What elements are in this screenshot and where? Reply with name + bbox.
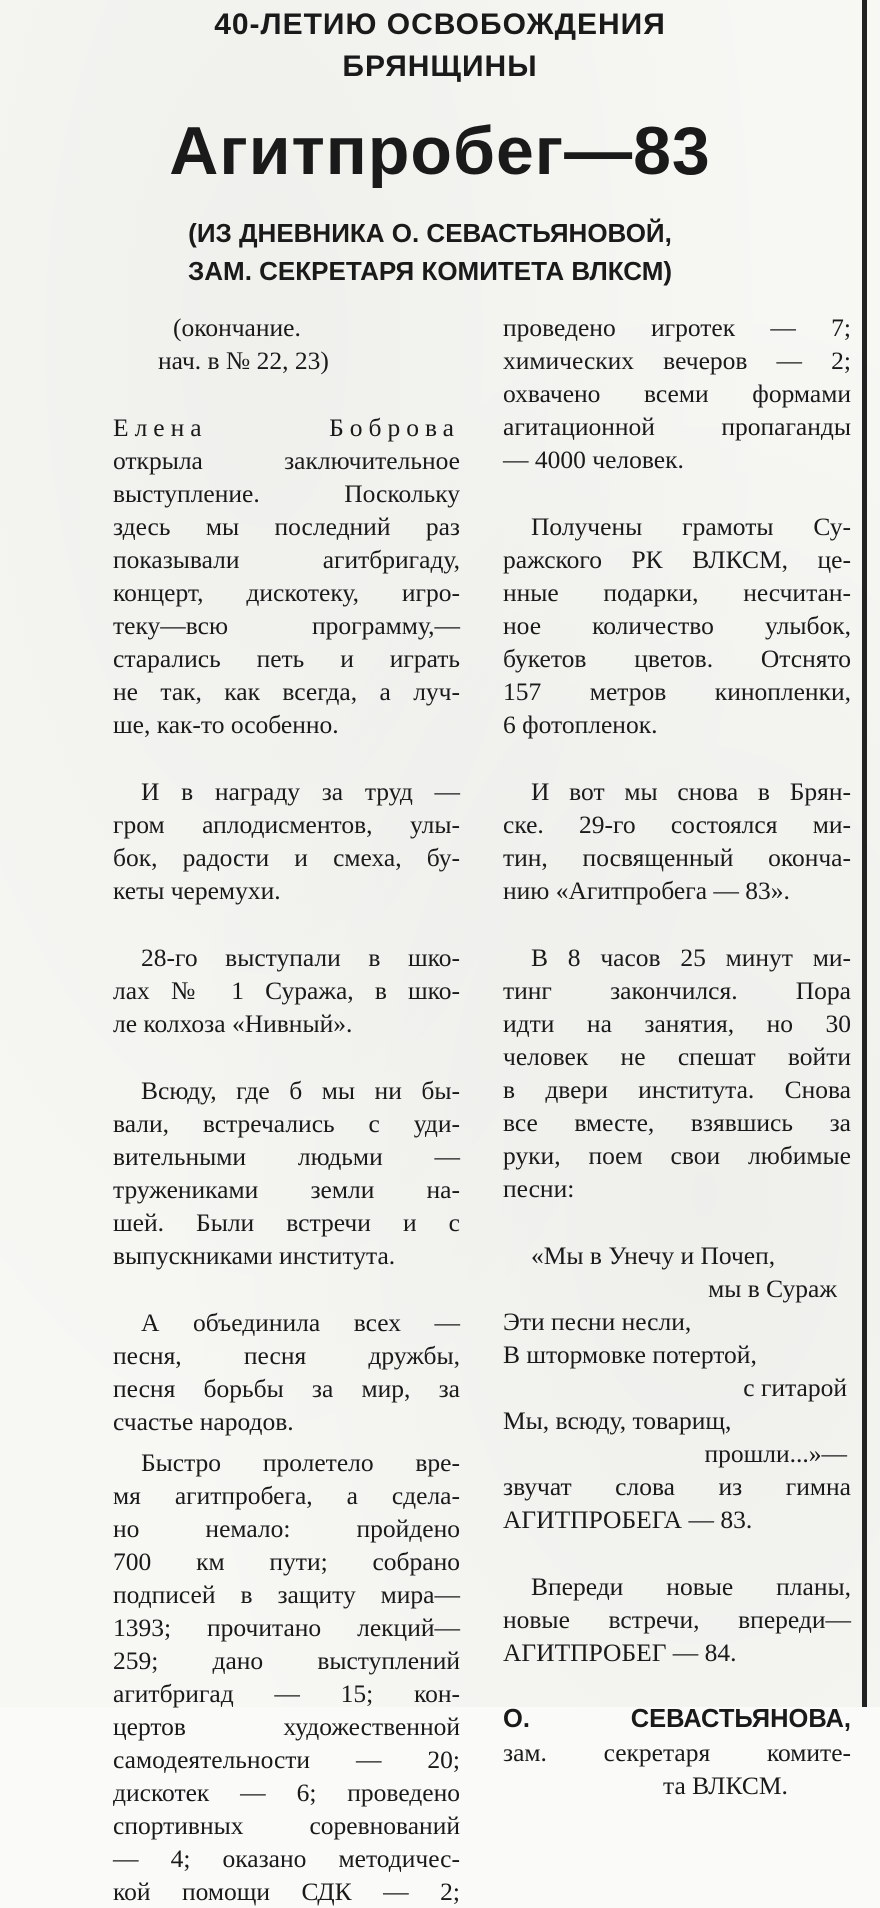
signature: О. СЕВАСТЬЯНОВА, зам. секретаря комите- та ВЛКСМ.	[503, 1705, 851, 1800]
rubric-line-1: 40-ЛЕТИЮ ОСВОБОЖДЕНИЯ	[214, 8, 666, 41]
paragraph: Елена Боброва открыла заключительное выступление. Поскольку здесь мы последний раз показывали агитбригаду, концерт, дискотеку, игро- теку—всю программу,— старались петь и играть не так, как всегда, а луч- ше, как-то особенно.	[113, 413, 460, 739]
continuation-note: (окончание. нач. в № 22, 23)	[158, 313, 329, 375]
subtitle-line-2: ЗАМ. СЕКРЕТАРЯ КОМИТЕТА ВЛКСМ)	[187, 256, 673, 286]
author-name: О. СЕВАСТЬЯНОВА,	[503, 1705, 851, 1733]
paragraph: 28-го выступали в шко- лах № 1 Суража, в шко- ле колхоза «Нивный».	[113, 943, 460, 1038]
paragraph: проведено игротек — 7; химических вечеров — 2; охвачено всеми формами агитационной пропаганды — 4000 человек.	[503, 313, 851, 474]
song-quote: «Мы в Унечу и Почеп, мы в Сураж Эти песни несли, В штормовке потертой, с гитарой Мы, всюду, товарищ, прошли...»—	[503, 1241, 847, 1468]
headline: Агитпробег—83	[169, 113, 711, 189]
paragraph: А объединила всех — песня, песня дружбы, песня борьбы за мир, за счастье народов.	[113, 1308, 460, 1436]
paragraph: Впереди новые планы, новые встречи, впереди— АГИТПРОБЕГ — 84.	[503, 1572, 851, 1667]
paragraph: И вот мы снова в Брян- ске. 29-го состоялся ми- тин, посвященный оконча- нию «Агитпробега — 83».	[503, 777, 851, 905]
paragraph: В 8 часов 25 минут ми- тинг закончился. Пора идти на занятия, но 30 человек не спешат войти в двери института. Снова все вместе, взявшись за руки, поем свои любимые песни:	[503, 943, 851, 1203]
paragraph: звучат слова из гимна АГИТПРОБЕГА — 83.	[503, 1472, 851, 1534]
right-column	[503, 311, 851, 1802]
paragraph: Получены грамоты Су- ражского РК ВЛКСМ, це- нные подарки, несчитан- ное количество улыбок, букетов цветов. Отснято 157 метров кинопленки, 6 фотопленок.	[503, 512, 851, 739]
paragraph: И в награду за труд — гром аплодисментов, улы- бок, радости и смеха, бу- кеты черемухи.	[113, 777, 460, 905]
author-title: зам. секретаря комите-	[503, 1738, 851, 1767]
paragraph: Быстро пролетело вре- мя агитпробега, а сдела- но немало: пройдено 700 км пути; собрано подписей в защиту мира— 1393; прочитано лекций— 259; дано выступлений агитбригад — 15; кон- цертов художественной самодеятельности — 20; дискотек — 6; проведено спортивных соревнований — 4; оказано методичес- кой помощи СДК — 2;	[113, 1448, 460, 1906]
paragraph: Всюду, где б мы ни бы- вали, встречались с уди- вительными людьми — тружениками земли на- шей. Были встречи и с выпускниками института.	[113, 1076, 460, 1270]
subtitle-line-1: (ИЗ ДНЕВНИКА О. СЕВАСТЬЯНОВОЙ,	[188, 218, 672, 248]
left-column	[113, 311, 460, 1908]
rubric-line-2: БРЯНЩИНЫ	[342, 50, 538, 83]
